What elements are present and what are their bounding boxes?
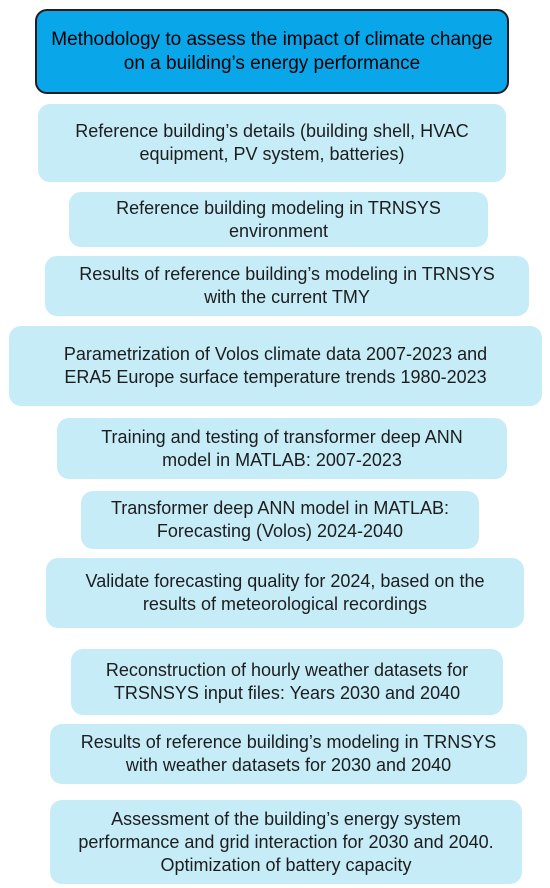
step-line: Results of reference building’s modeling in TRNSYS [79,264,495,284]
step-line: results of meteorological recordings [142,594,428,614]
step-line: Optimization of battery capacity [160,854,412,875]
title-line-2: on a building’s energy performance [123,52,421,74]
step-line: Reference building modeling in TRNSYS [116,197,441,218]
step-text [111,497,449,543]
step-parametrization-climate-data [9,326,542,406]
step-validate-forecasting [46,558,524,628]
step-line: with weather datasets for 2030 and 2040 [125,755,452,775]
step-trnsys-modeling [69,192,488,247]
step-line: Training and testing of transformer deep ANN [101,426,463,447]
step-line: Results of reference building’s modeling in TRNSYS [80,732,497,752]
step-text [79,263,495,309]
step-training-testing-ann [57,418,507,479]
step-line: with the current TMY [204,287,370,307]
step-text [86,570,485,616]
step-line: ERA5 Europe surface temperature trends 1980-2023 [64,367,487,387]
step-line: Parametrization of Volos climate data 2007-2023 and [63,344,488,364]
step-text [64,343,487,389]
step-assessment-optimization [50,800,522,884]
step-text [106,659,468,705]
methodology-title-box [35,9,509,94]
methodology-title-text [51,28,492,76]
step-text [81,731,497,777]
title-line-1: Methodology to assess the impact of climate change [51,28,493,50]
step-reference-building-details [38,104,506,182]
step-text [78,808,493,877]
step-text [75,120,469,166]
step-line: Assessment of the building’s energy system [111,808,461,829]
step-line: Forecasting (Volos) 2024-2040 [156,521,404,541]
step-text [101,426,463,472]
step-reconstruct-weather-datasets [71,649,503,715]
step-line: Transformer deep ANN model in MATLAB: [110,498,450,518]
step-results-current-tmy [45,256,529,316]
step-line: Validate forecasting quality for 2024, based on the [85,571,485,591]
step-results-future-weather [50,724,527,784]
step-line: equipment, PV system, batteries) [139,144,405,164]
step-ann-forecasting [81,491,479,549]
step-line: performance and grid interaction for 2030 and 2040. [78,831,494,852]
step-line: TRSNSYS input files: Years 2030 and 2040 [113,683,461,703]
step-line: model in MATLAB: 2007-2023 [162,449,402,470]
step-line: Reference building’s details (building shell, HVAC [75,121,469,141]
step-line: Reconstruction of hourly weather datasets for [105,660,469,680]
step-line: environment [228,220,329,241]
step-text [116,197,441,243]
